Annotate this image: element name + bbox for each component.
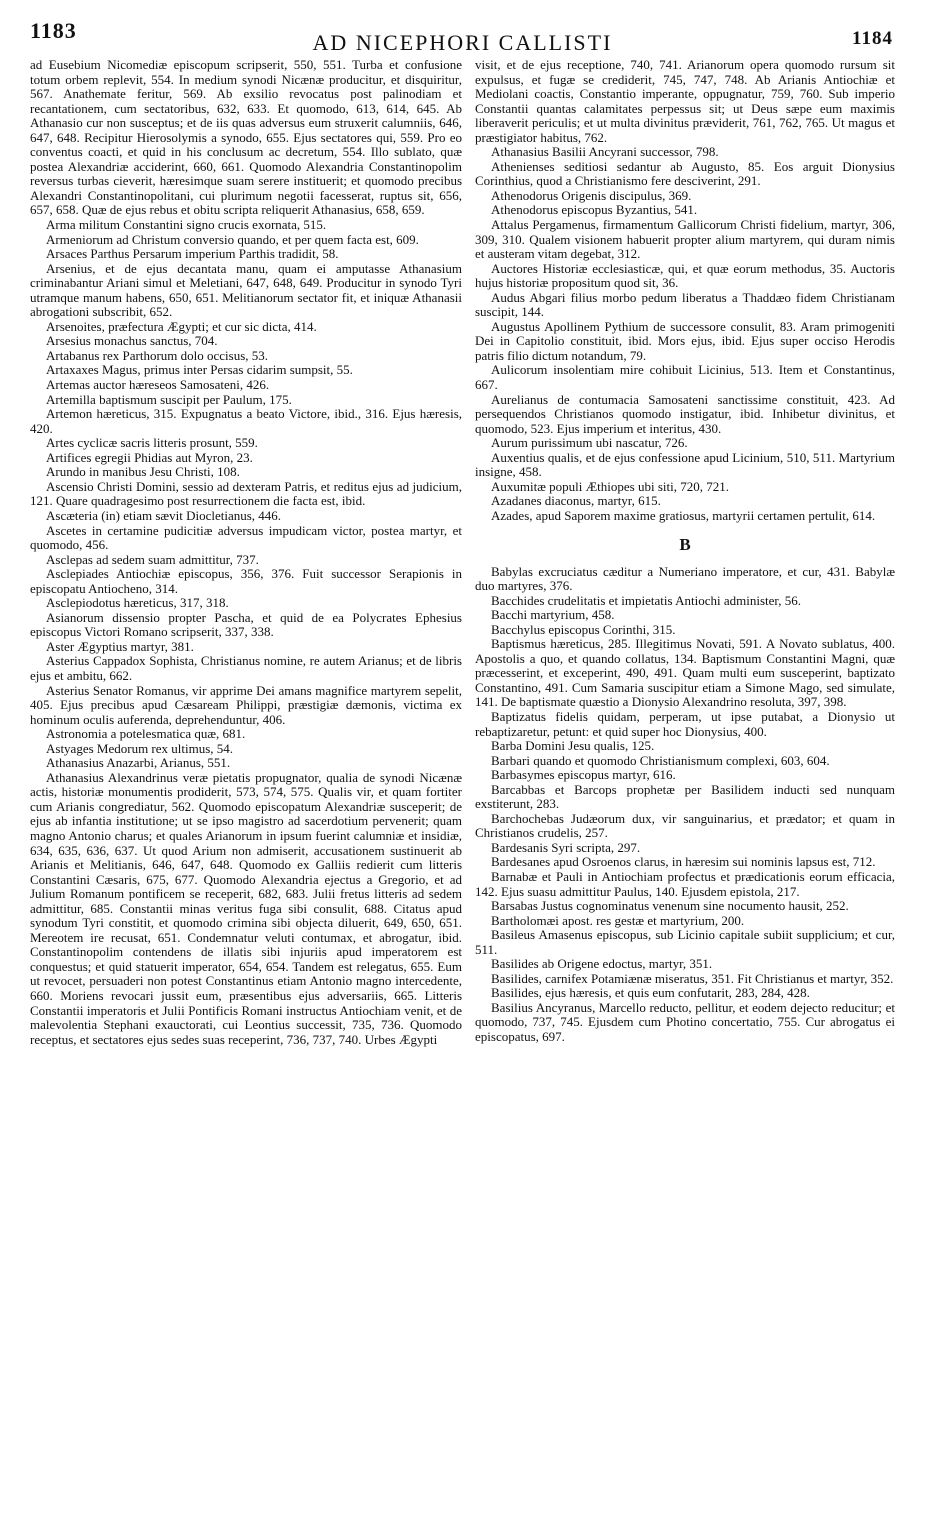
left-column <box>30 58 462 1047</box>
index-entry: Barba Domini Jesu qualis, 125. <box>491 738 655 754</box>
index-entry: Auctores Historiæ ecclesiasticæ, qui, et quæ eorum methodus, 35. Auctoris hujus historiæ propositum quod sit, 36. <box>475 260 895 291</box>
index-entry: Baptismus hæreticus, 285. Illegitimus Novati, 591. A Novato sublatus, 400. Apostolis a quo, et quando collatus, 134. Baptismum Constantini Magni, quæ præcesserint, et exceperint, 490, 491. Quam multi eum susceperint, baptizato Constantino, 491. Cum Samaria suscipitur etiam a Simone Mago, sed simulate, 141. De baptismate quæstio a Dionysio Alexandrino resoluta, 397, 398. <box>475 636 895 710</box>
index-entry: Azades, apud Saporem maxime gratiosus, martyrii certamen pertulit, 614. <box>491 507 876 523</box>
index-entry: Barchochebas Judæorum dux, vir sanguinarius, et prædator; et quam in Christianos crudelis, 257. <box>475 810 895 841</box>
index-entry: Aulicorum insolentiam mire cohibuit Licinius, 513. Item et Constantinus, 667. <box>475 362 895 393</box>
index-entry: Attalus Pergamenus, firmamentum Gallicorum Christi fidelium, martyr, 306, 309, 310. Qualem visionem habuerit propter alium martyrem, qui duram nimis et austeram vitam degebat, 312. <box>475 217 895 262</box>
index-entry: Athenienses seditiosi sedantur ab Augusto, 85. Eos arguit Dionysius Corinthius, quod a Christianismo fere desciverint, 291. <box>475 158 895 189</box>
index-entry: Barbasymes episcopus martyr, 616. <box>491 767 676 783</box>
index-entry: Babylas excruciatus cæditur a Numeriano imperatore, et cur, 431. Babylæ duo martyres, 376. <box>475 563 895 594</box>
index-entry: visit, et de ejus receptione, 740, 741. Arianorum opera quomodo rursum sit expulsus, et fugæ se crediderit, 745, 747, 748. Ab Arianis Antiochiæ et Mediolani coactis, Constantio imperante, oppugnatur, 759, 760. Sub imperio Constantii quantas calamitates perpessus sit; ut Deus sæpe eum maximis liberaverit periculis; et ut multa divinitus præviderit, 761, 762, 765. Ut magus et præstigiator habitus, 762. <box>475 57 895 145</box>
index-entry: Arsaces Parthus Persarum imperium Parthis tradidit, 58. <box>46 246 339 262</box>
index-entry: Asterius Cappadox Sophista, Christianus nomine, re autem Arianus; et de libris ejus et ambitu, 662. <box>30 653 462 683</box>
index-entry: Barnabæ et Pauli in Antiochiam profectus et prædicationis eorum efficacia, 142. Ejus suasu admittitur Paulus, 140. Ejusdem epistola, 217. <box>475 868 895 899</box>
index-entry: Asclepas ad sedem suam admittitur, 737. <box>46 551 259 567</box>
page-number-left: 1183 <box>30 18 77 43</box>
index-entry: Astronomia a potelesmatica quæ, 681. <box>46 726 246 742</box>
index-entry: Ascæteria (in) etiam sævit Diocletianus, 446. <box>46 507 282 523</box>
index-entry: Arundo in manibus Jesu Christi, 108. <box>46 464 240 480</box>
running-header <box>0 10 925 55</box>
page-number-right: 1184 <box>852 28 893 49</box>
index-entry: Bardesanes apud Osroenos clarus, in hæresim sui nominis lapsus est, 712. <box>491 854 876 870</box>
index-entry: Ascensio Christi Domini, sessio ad dexteram Patris, et reditus ejus ad judicium, 121. Quare quadragesimo post resurrectionem die facta est, ibid. <box>30 478 462 509</box>
index-entry: Artes cyclicæ sacris litteris prosunt, 559. <box>46 435 258 451</box>
running-title: AD NICEPHORI CALLISTI <box>312 30 613 55</box>
index-entry: Barbari quando et quomodo Christianismum complexi, 603, 604. <box>491 752 830 768</box>
index-entry: Aster Ægyptius martyr, 381. <box>46 638 194 654</box>
index-entry: Basileus Amasenus episcopus, sub Licinio capitale subiit supplicium; et cur, 511. <box>475 927 895 957</box>
index-entry: Asterius Senator Romanus, vir apprime Dei amans magnifice martyrem sepelit, 405. Ejus precibus apud Cæsaream Philippi, præstigiæ dæmonis, victima ex hominum oculis auferenda, deprehenduntur, 406. <box>30 682 462 727</box>
index-entry: Athanasius Alexandrinus veræ pietatis propugnator, qualia de synodi Nicænæ actis, historiæ monumentis prodiderit, 573, 574, 575. Qualis vir, et quam fortiter cum Arianis congrediatur, 562. Quomodo episcopatum Alexandriæ susceperit; de ejus ab infantia institutione; ut se ipso magistro ad sacerdotium pervenerit; quam magno Antonio charus; et quales Arianorum in ipsum fuerint calumniæ et insidiæ, 634, 635, 636, 637. Ut quod Arium non admiserit, accusationem sustinuerit ab Arianis et Melitianis, 646, 647, 648. Quomodo ex Galliis redierit cum litteris Constantini Cæsaris, 675, 677. Quomodo Alexandria ejectus a Gregorio, et ad Julium Romanum pontificem se receperit, 682, 683. Julii fretus litteris ad sedem admittitur, 685. Constantii minas veritus fuga sibi consulit, 688. Citatus apud synodum Tyri constitit, et quomodo crimina sibi objecta diluerit, 649, 650, 651. Mereotem ire recusat, 651. Condemnatur veluti contumax, et abrogatur, ibid. Constantinopolim contendens de illatis sibi injuriis apud imperatorem est conquestus; et quid statuerit imperator, 654, 654. Tandem est relegatus, 655. Eum ut revocet, persuaderi non potest Constantinus etiam Antonio magno intercedente, 660. Moriens revocari jussit eum, præsentibus ejus adversariis, 665. Litteris Constantii imperatoris et Julii Pontificis Romani instructus Antiochiam venit, et de malevolentia Stephani exauctorati, cui Leontius successit, 735, 736. Quomodo receptus, et sectatores ejus sedes suas receperint, 736, 737, 740. Urbes Ægypti <box>30 769 462 1047</box>
index-entry: Basilides, ejus hæresis, et quis eum confutarit, 283, 284, 428. <box>491 985 810 1001</box>
index-entry: Basilides ab Origene edoctus, martyr, 351. <box>491 956 713 972</box>
index-entry: Auxentius qualis, et de ejus confessione apud Licinium, 510, 511. Martyrium insigne, 458. <box>475 449 895 480</box>
index-entry: Athenodorus episcopus Byzantius, 541. <box>491 202 698 218</box>
index-entry: Armeniorum ad Christum conversio quando, et per quem facta est, 609. <box>46 231 419 247</box>
index-entry: Athanasius Anazarbi, Arianus, 551. <box>46 755 231 771</box>
index-entry: Barsabas Justus cognominatus venenum sine nocumento hausit, 252. <box>491 898 849 914</box>
index-entry: Artemilla baptismum suscipit per Paulum, 175. <box>46 391 292 407</box>
index-entry: Bacchi martyrium, 458. <box>491 607 615 623</box>
index-entry: Augustus Apollinem Pythium de successore consulit, 83. Aram primogeniti Dei in Capitolio constituit, ibid. Mors ejus, ibid. Ejus super occiso Herodis patris filio dictum notandum, 79. <box>475 318 895 363</box>
index-entry: Artemon hæreticus, 315. Expugnatus a beato Victore, ibid., 316. Ejus hæresis, 420. <box>30 406 462 436</box>
index-entry: Bartholomæi apost. res gestæ et martyrium, 200. <box>491 912 745 928</box>
index-entry: Audus Abgari filius morbo pedum liberatus a Thaddæo fidem Christianam suscipit, 144. <box>475 289 895 320</box>
index-entry: Artabanus rex Parthorum dolo occisus, 53. <box>46 347 269 363</box>
index-entry: Asclepiades Antiochiæ episcopus, 356, 376. Fuit successor Serapionis in episcopatu Antiocheno, 314. <box>30 566 462 596</box>
index-entry: Barcabbas et Barcops prophetæ per Basilidem inducti sed nunquam exstiterunt, 283. <box>475 781 895 812</box>
index-entry: Baptizatus fidelis quidam, perperam, ut ipse putabat, a Dionysio ut rebaptizaretur, petunt: et quid super hoc Dionysius, 400. <box>475 708 895 739</box>
right-column <box>475 58 895 1045</box>
index-entry: Astyages Medorum rex ultimus, 54. <box>46 740 234 756</box>
index-entry: Artifices egregii Phidias aut Myron, 23. <box>46 449 253 465</box>
index-entry: Aurum purissimum ubi nascatur, 726. <box>491 435 688 451</box>
index-entry: Arsesius monachus sanctus, 704. <box>46 333 218 349</box>
index-entry: Basilius Ancyranus, Marcello reducto, pellitur, et eodem dejecto reducitur; et quomodo, 737, 745. Ejusdem cum Photino concertatio, 755. Cur abrogatus ei episcopatus, 697. <box>475 999 895 1044</box>
index-entry: Azadanes diaconus, martyr, 615. <box>491 493 661 509</box>
index-entry: Bardesanis Syri scripta, 297. <box>491 839 641 855</box>
index-entry: Arsenius, et de ejus decantata manu, quam ei amputasse Athanasium criminabantur Ariani simul et Meletiani, 647, 648, 649. Producitur in synodo Tyri utramque manum habens, 650, 651. Melitianorum sectator fit, et iniquæ Athanasii abrogationi subscribit, 652. <box>30 260 462 320</box>
index-entry: Artaxaxes Magus, primus inter Persas cidarim sumpsit, 55. <box>46 362 353 378</box>
index-entry: Ascetes in certamine pudicitiæ adversus impudicam victor, postea martyr, et quomodo, 456. <box>30 522 462 553</box>
index-entry: Athenodorus Origenis discipulus, 369. <box>491 187 692 203</box>
index-entry: Aurelianus de contumacia Samosateni sanctissime constituit, 423. Ad persequendos Christianos quomodo instigatur, ibid. Inhibetur divinitus, et quomodo, 523. Ejus imperium et interitus, 430. <box>475 391 895 436</box>
index-entry: Arsenoites, præfectura Ægypti; et cur sic dicta, 414. <box>46 318 317 334</box>
index-entry: Bacchides crudelitatis et impietatis Antiochi administer, 56. <box>491 592 801 608</box>
index-entry: Athanasius Basilii Ancyrani successor, 798. <box>491 144 719 160</box>
index-entry: Asclepiodotus hæreticus, 317, 318. <box>46 595 229 611</box>
index-entry: Asianorum dissensio propter Pascha, et quid de ea Polycrates Ephesius episcopus Victori Romano scripserit, 337, 338. <box>30 609 462 640</box>
index-entry: Basilides, carnifex Potamiænæ miseratus, 351. Fit Christianus et martyr, 352. <box>491 970 894 986</box>
section-letter-heading: B <box>679 534 691 554</box>
index-entry: Bacchylus episcopus Corinthi, 315. <box>491 621 676 637</box>
index-entry: Arma militum Constantini signo crucis exornata, 515. <box>46 217 327 233</box>
index-entry: Artemas auctor hæreseos Samosateni, 426. <box>46 377 270 393</box>
index-entry: ad Eusebium Nicomediæ episcopum scripserit, 550, 551. Turba et confusione totum orbem replevit, 554. In medium synodi Nicænæ producitur, et disquiritur, 567. Anathemate feritur, 569. Ab exsilio revocatus post palinodiam et recantationem, cum sectatoribus, 632, 633. Et quomodo, 613, 614, 645. Ab Athanasio cur non susceptus; et de iis quas adversus eum struxerit calumniis, 646, 647, 648. Recipitur Hierosolymis a synodo, 655. Ejus sectatores qui, 559. Pro eo conventus coacti, et quid in his conclusum ac decretum, 554. Illo sublato, quæ postea Alexandriæ acciderint, 660, 661. Quomodo Alexandria Constantinopolim reversus turbas cieverit, hæresimque suam serere instituerit; et quomodo precibus Alexandri Constantinopolitani, cui plurimum negotii facesserat, ruptus sit, 656, 657, 658. Quæ de ejus rebus et obitu scripta reliquerit Athanasius, 658, 659. <box>30 57 462 218</box>
index-entry: Auxumitæ populi Æthiopes ubi siti, 720, 721. <box>491 478 729 494</box>
